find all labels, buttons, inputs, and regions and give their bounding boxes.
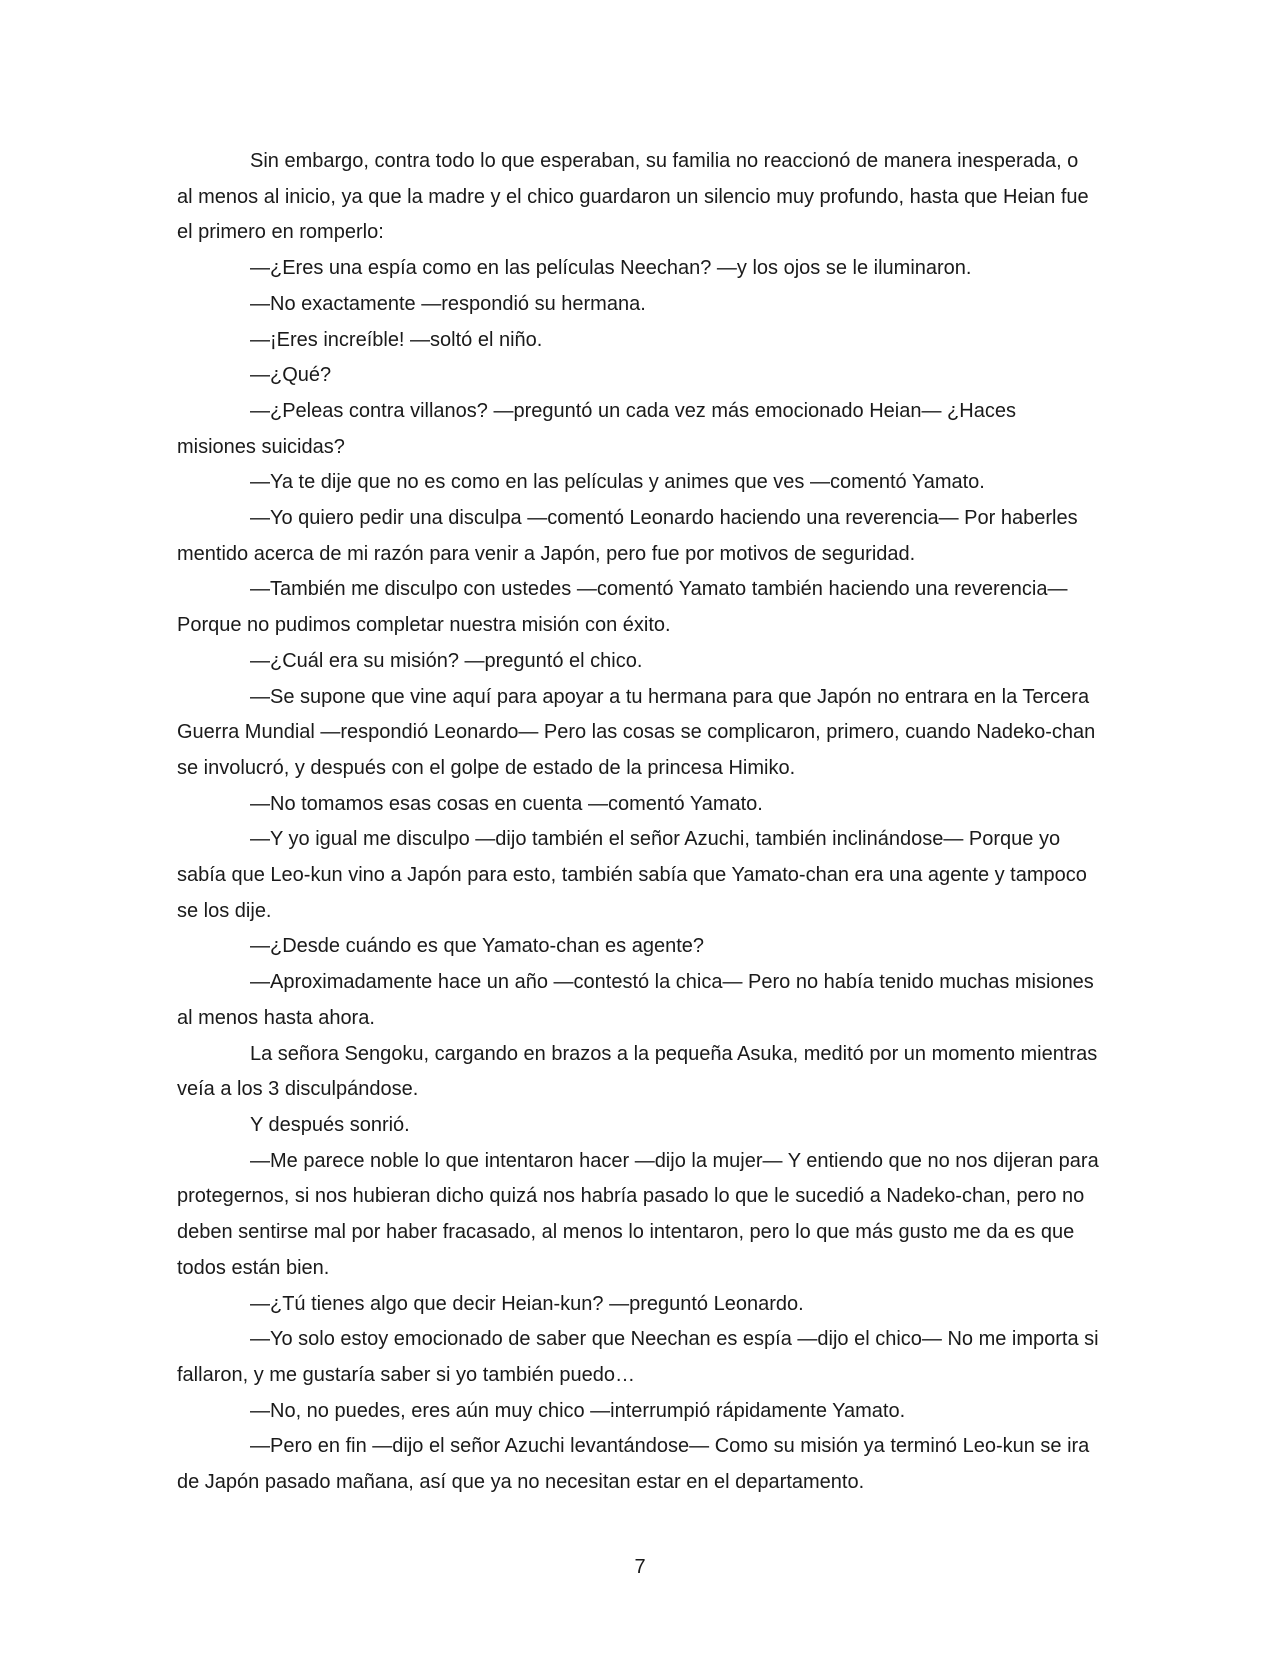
paragraph-3: —No exactamente —respondió su hermana. (250, 292, 646, 315)
page-number: 7 (634, 1556, 646, 1578)
document-body (177, 144, 1099, 1501)
paragraph-7: —Ya te dije que no es como en las películas y animes que ves —comentó Yamato. (250, 471, 985, 494)
paragraph-15: —Aproximadamente hace un año —contestó la chica— Pero no había tenido muchas misiones al menos hasta ahora. (177, 971, 1094, 1029)
paragraph-8: —Yo quiero pedir una disculpa —comentó Leonardo haciendo una reverencia— Por haberles mentido acerca de mi razón para venir a Japón, pero fue por motivos de seguridad. (177, 507, 1078, 565)
paragraph-5: —¿Qué? (250, 364, 332, 387)
paragraph-18: —Me parece noble lo que intentaron hacer —dijo la mujer— Y entiendo que no nos dijeran para protegernos, si nos hubieran dicho quizá nos habría pasado lo que le sucedió a Nadeko-chan, pero no deben sentirse mal por haber fracasado, al menos lo intentaron, pero lo que más gusto me da es que todos están bien. (177, 1149, 1099, 1279)
paragraph-21: —No, no puedes, eres aún muy chico —interrumpió rápidamente Yamato. (250, 1399, 906, 1422)
paragraph-19: —¿Tú tienes algo que decir Heian-kun? —preguntó Leonardo. (250, 1292, 804, 1315)
paragraph-13: —Y yo igual me disculpo —dijo también el señor Azuchi, también inclinándose— Porque yo sabía que Leo-kun vino a Japón para esto, también sabía que Yamato-chan era una agente y tampoco se los dije. (177, 828, 1087, 922)
paragraph-12: —No tomamos esas cosas en cuenta —comentó Yamato. (250, 792, 763, 815)
paragraph-11: —Se supone que vine aquí para apoyar a tu hermana para que Japón no entrara en la Tercera Guerra Mundial —respondió Leonardo— Pero las cosas se complicaron, primero, cuando Nadeko-chan se involucró, y después con el golpe de estado de la princesa Himiko. (177, 685, 1096, 779)
paragraph-14: —¿Desde cuándo es que Yamato-chan es agente? (250, 935, 705, 958)
paragraph-17: Y después sonrió. (250, 1113, 410, 1136)
paragraph-9: —También me disculpo con ustedes —comentó Yamato también haciendo una reverencia— Porque no pudimos completar nuestra misión con éxito. (177, 578, 1068, 637)
paragraph-4: —¡Eres increíble! —soltó el niño. (250, 328, 543, 351)
paragraph-2: —¿Eres una espía como en las películas Neechan? —y los ojos se le iluminaron. (250, 257, 972, 280)
paragraph-22: —Pero en fin —dijo el señor Azuchi levantándose— Como su misión ya terminó Leo-kun se ira de Japón pasado mañana, así que ya no necesitan estar en el departamento. (177, 1435, 1090, 1494)
paragraph-1: Sin embargo, contra todo lo que esperaban, su familia no reaccionó de manera inesperada, o al menos al inicio, ya que la madre y el chico guardaron un silencio muy profundo, hasta que Heian fue el primero en romperlo: (177, 150, 1089, 244)
paragraph-10: —¿Cuál era su misión? —preguntó el chico. (250, 649, 643, 672)
paragraph-20: —Yo solo estoy emocionado de saber que Neechan es espía —dijo el chico— No me importa si fallaron, y me gustaría saber si yo también puedo… (177, 1328, 1099, 1386)
paragraph-6: —¿Peleas contra villanos? —preguntó un cada vez más emocionado Heian— ¿Haces misiones suicidas? (177, 399, 1016, 458)
paragraph-16: La señora Sengoku, cargando en brazos a la pequeña Asuka, meditó por un momento mientras veía a los 3 disculpándose. (177, 1042, 1098, 1101)
